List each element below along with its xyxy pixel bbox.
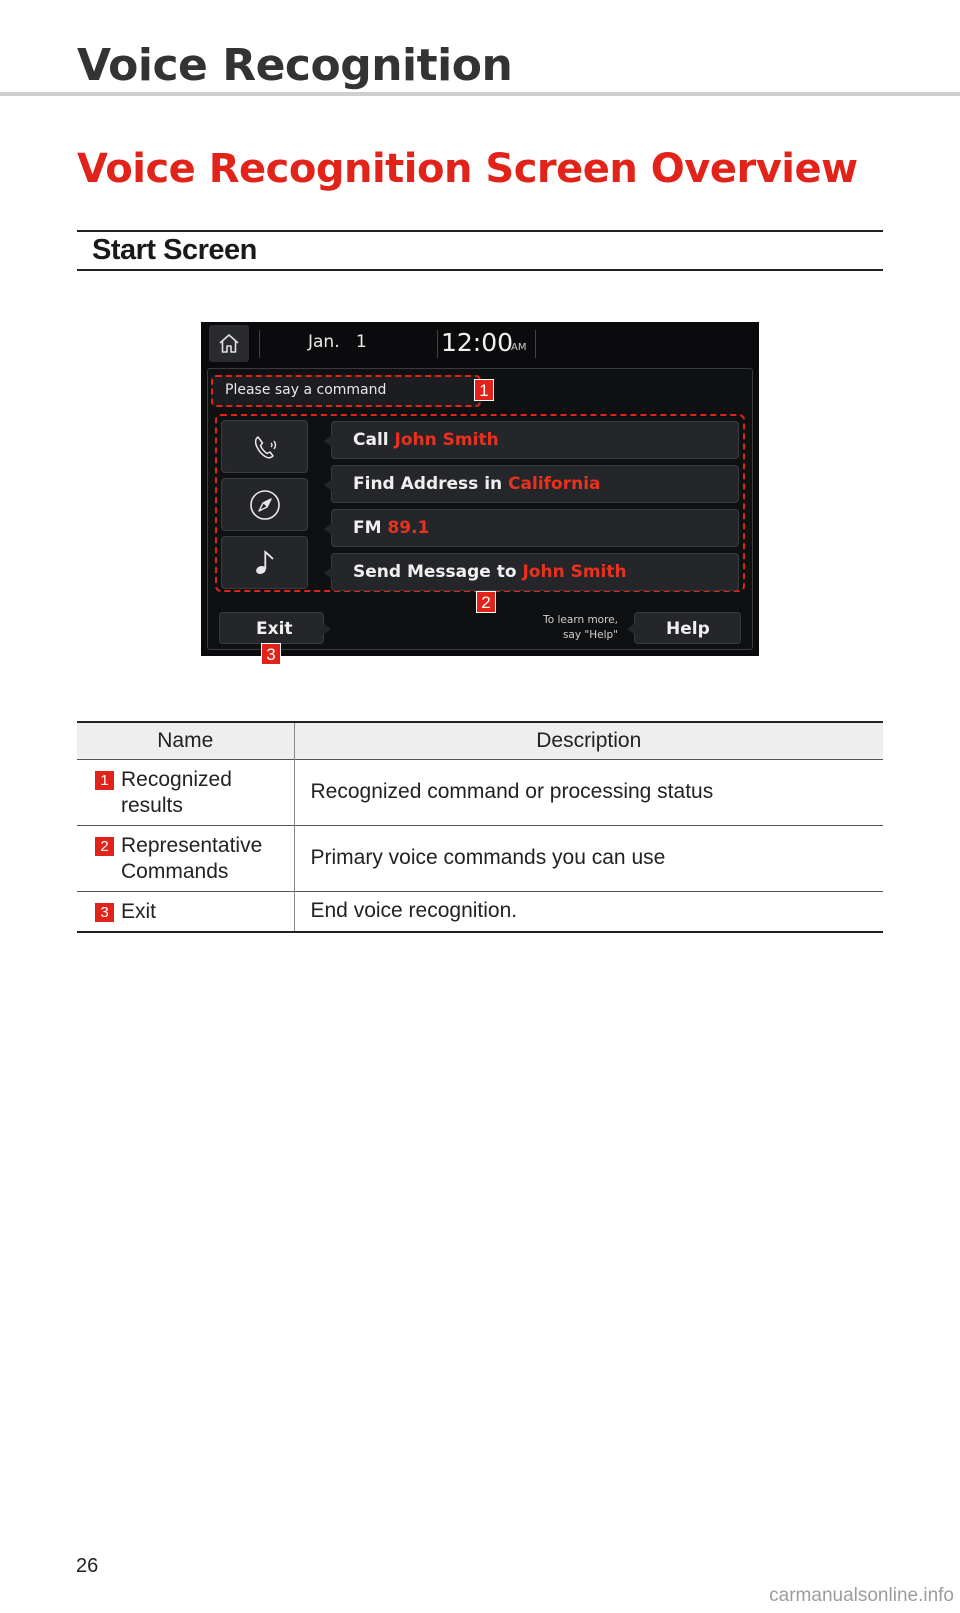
name-content — [95, 767, 288, 819]
command-verb: Send Message to — [353, 562, 517, 582]
command-text — [353, 430, 499, 450]
name-cell — [77, 891, 294, 932]
command-text — [353, 474, 601, 494]
name-line: Commands — [121, 859, 229, 883]
callout-marker-3: 3 — [261, 643, 281, 665]
subsection-title: Start Screen — [92, 234, 257, 266]
date-display: Jan. 1 — [308, 332, 367, 352]
exit-button-label: Exit — [256, 619, 293, 639]
name-text — [121, 833, 262, 885]
command-verb: Call — [353, 430, 389, 450]
name-line: Recognized — [121, 767, 232, 791]
header-divider — [0, 92, 960, 96]
command-find-address[interactable] — [331, 465, 739, 503]
name-content — [95, 899, 288, 925]
help-button-label: Help — [666, 619, 710, 639]
name-cell — [77, 759, 294, 825]
clock-ampm: AM — [511, 342, 527, 353]
table-header-row — [77, 722, 883, 759]
number-badge: 1 — [95, 771, 114, 790]
navigation-category-button[interactable] — [221, 478, 308, 531]
name-line: results — [121, 793, 183, 817]
command-fm[interactable] — [331, 509, 739, 547]
home-icon — [217, 332, 241, 356]
topbar-divider — [437, 330, 438, 358]
command-argument: 89.1 — [387, 518, 430, 538]
help-hint — [506, 613, 618, 643]
help-button[interactable] — [634, 612, 741, 644]
command-argument: John Smith — [394, 430, 499, 450]
description-cell: Recognized command or processing status — [310, 780, 714, 803]
command-argument: John Smith — [522, 562, 627, 582]
command-verb: FM — [353, 518, 382, 538]
watermark: carmanualsonline.info — [769, 1585, 954, 1606]
recognized-results-box — [211, 375, 481, 407]
prompt-text: Please say a command — [225, 382, 387, 398]
exit-button[interactable] — [219, 612, 324, 644]
callout-marker-2: 2 — [476, 591, 496, 613]
callout-marker-1: 1 — [474, 379, 494, 401]
subsection-rule-bottom — [77, 269, 883, 271]
table-row — [77, 891, 883, 932]
clock-time: 12:00 — [441, 328, 514, 357]
name-text — [121, 767, 232, 819]
name-text — [121, 899, 156, 925]
component-table — [77, 721, 883, 933]
phone-icon — [247, 429, 283, 465]
command-call[interactable] — [331, 421, 739, 459]
topbar-divider — [535, 330, 536, 358]
status-bar — [201, 322, 759, 365]
section-title: Voice Recognition Screen Overview — [77, 146, 858, 192]
command-text — [353, 518, 429, 538]
page-header: Voice Recognition — [77, 40, 513, 91]
command-text — [353, 562, 627, 582]
command-verb: Find Address in — [353, 474, 503, 494]
number-badge: 2 — [95, 837, 114, 856]
page-number: 26 — [76, 1555, 99, 1577]
subsection-rule-top — [77, 230, 883, 232]
name-line: Representative — [121, 833, 263, 857]
music-category-button[interactable] — [221, 536, 308, 589]
help-hint-line: say "Help" — [562, 629, 618, 641]
topbar-divider — [259, 330, 260, 358]
column-header-name: Name — [77, 722, 294, 759]
table-row — [77, 759, 883, 825]
table-row — [77, 825, 883, 891]
help-hint-line: To learn more, — [543, 614, 618, 626]
name-line: Exit — [121, 899, 157, 923]
description-cell: End voice recognition. — [310, 899, 518, 922]
command-argument: California — [508, 474, 601, 494]
name-content — [95, 833, 288, 885]
name-cell — [77, 825, 294, 891]
music-note-icon — [247, 545, 283, 581]
description-cell: Primary voice commands you can use — [310, 846, 666, 869]
phone-category-button[interactable] — [221, 420, 308, 473]
number-badge: 3 — [95, 903, 114, 922]
command-send-message[interactable] — [331, 553, 739, 591]
compass-icon — [247, 487, 283, 523]
column-header-description: Description — [536, 728, 642, 752]
home-button[interactable] — [209, 325, 249, 362]
